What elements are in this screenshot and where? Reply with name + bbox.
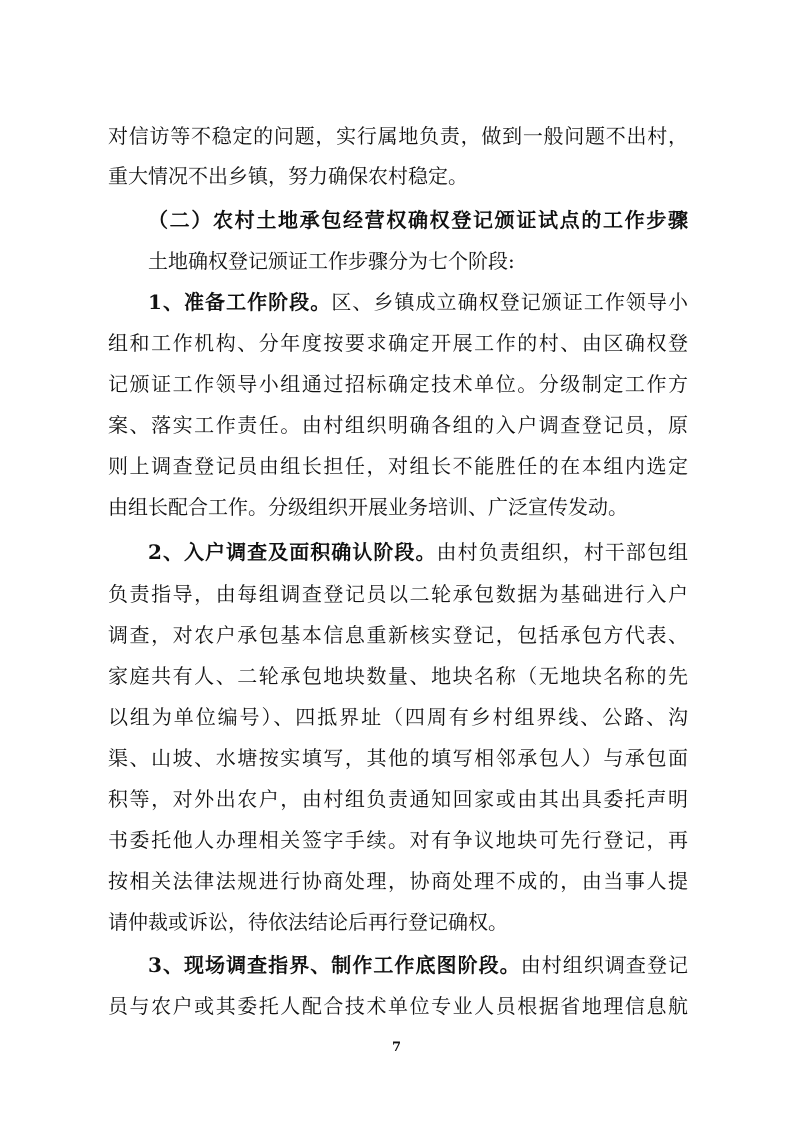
paragraph-line: 积等，对外出农户，由村组负责通知回家或由其出具委托声明 <box>108 787 688 811</box>
step-3-text: 由村组织调查登记 <box>520 953 689 977</box>
paragraph-line: 调查，对农户承包基本信息重新核实登记，包括承包方代表、 <box>108 623 688 647</box>
page-number: 7 <box>391 1040 402 1055</box>
intro-line: 土地确权登记颁证工作步骤分为七个阶段: <box>148 249 515 273</box>
step-1-title: 1、准备工作阶段。 <box>148 290 332 314</box>
paragraph-line: 案、落实工作责任。由村组织明确各组的入户调查登记员，原 <box>108 413 688 437</box>
paragraph-line: 则上调查登记员由组长担任，对组长不能胜任的在本组内选定 <box>108 454 688 478</box>
paragraph-line: 组和工作机构、分年度按要求确定开展工作的村、由区确权登 <box>108 331 688 355</box>
step-3-title: 3、现场调查指界、制作工作底图阶段。 <box>148 953 521 977</box>
paragraph-line: 对信访等不稳定的问题，实行属地负责，做到一般问题不出村， <box>108 124 688 148</box>
paragraph-line: 记颁证工作领导小组通过招标确定技术单位。分级制定工作方 <box>108 372 688 396</box>
paragraph-line: 渠、山坡、水塘按实填写，其他的填写相邻承包人）与承包面 <box>108 746 688 770</box>
step-2-text: 由村负责组织，村干部包组 <box>436 540 689 564</box>
step-2-first-line <box>148 540 688 564</box>
paragraph-line: 请仲裁或诉讼，待依法结论后再行登记确权。 <box>108 910 508 934</box>
paragraph-line: 负责指导，由每组调查登记员以二轮承包数据为基础进行入户 <box>108 582 688 606</box>
paragraph-line: 家庭共有人、二轮承包地块数量、地块名称（无地块名称的先 <box>108 664 688 688</box>
step-2-title: 2、入户调查及面积确认阶段。 <box>148 540 437 564</box>
paragraph-line: 按相关法律法规进行协商处理，协商处理不成的，由当事人提 <box>108 869 688 893</box>
step-3-first-line <box>148 953 688 977</box>
section-heading: （二）农村土地承包经营权确权登记颁证试点的工作步骤 <box>148 208 688 232</box>
step-1-first-line <box>148 290 688 314</box>
paragraph-line: 员与农户或其委托人配合技术单位专业人员根据省地理信息航 <box>108 994 688 1018</box>
paragraph-line: 以组为单位编号）、四抵界址（四周有乡村组界线、公路、沟 <box>108 705 688 729</box>
paragraph-line: 由组长配合工作。分级组织开展业务培训、广泛宣传发动。 <box>108 495 628 519</box>
step-1-text: 区、乡镇成立确权登记颁证工作领导小 <box>331 290 689 314</box>
paragraph-line: 重大情况不出乡镇，努力确保农村稳定。 <box>108 164 468 188</box>
paragraph-line: 书委托他人办理相关签字手续。对有争议地块可先行登记，再 <box>108 828 688 852</box>
